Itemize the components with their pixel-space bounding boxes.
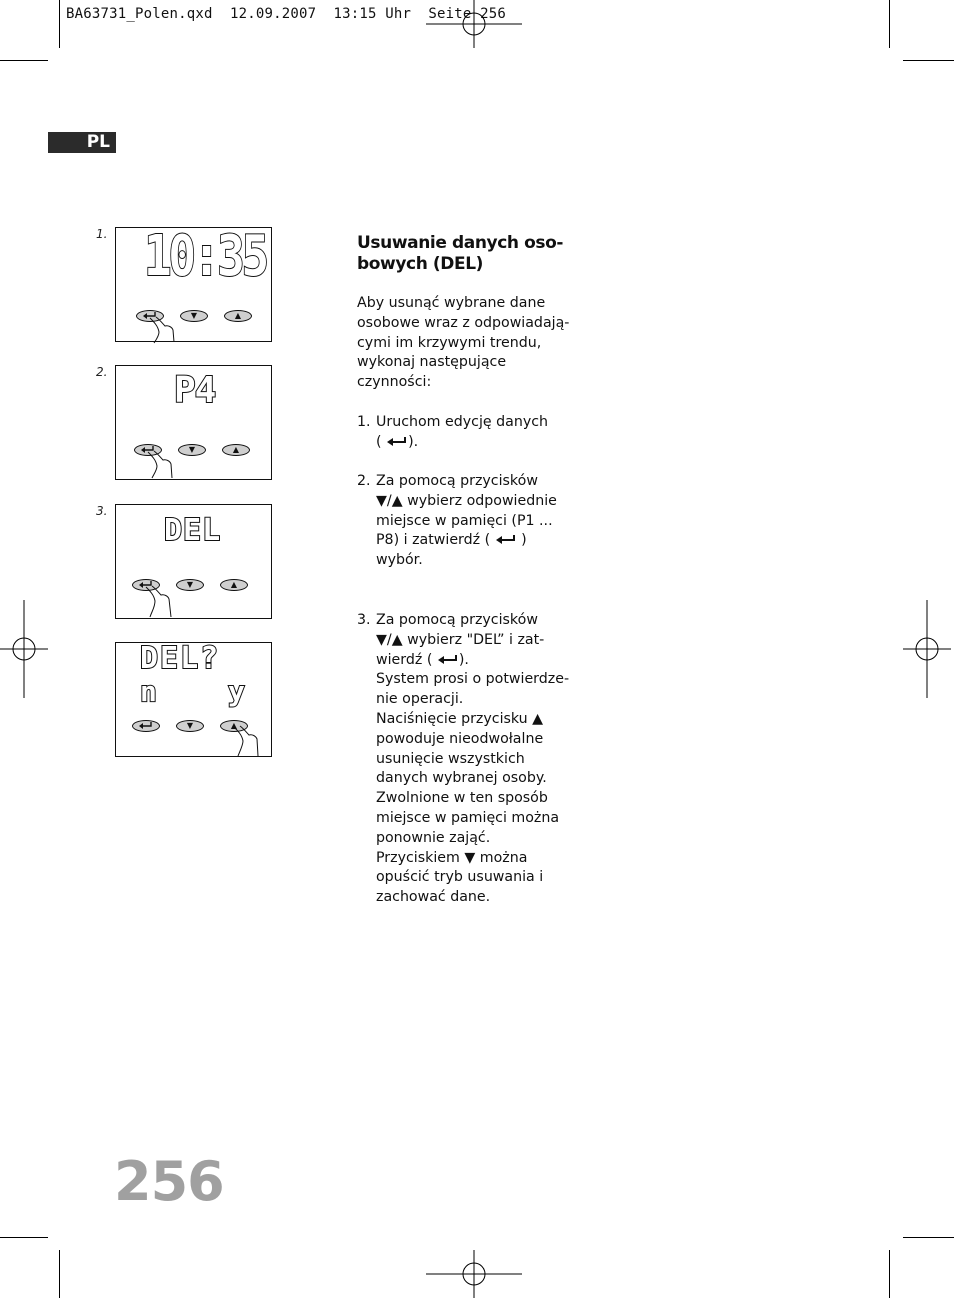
down-button[interactable] <box>176 579 204 591</box>
text-line: ▼/▲ wybierz odpowiednie <box>376 492 557 509</box>
text-line: Za pomocą przycisków <box>376 612 538 628</box>
text-line: miejsce w pamięci można <box>376 809 560 826</box>
text-line: wykonaj następujące <box>357 354 507 371</box>
enter-button[interactable] <box>132 720 160 732</box>
registration-mark-top <box>426 0 524 48</box>
crop-mark <box>889 1250 890 1298</box>
enter-icon <box>495 535 517 545</box>
text-line: Za pomocą przycisków <box>376 473 538 489</box>
down-button[interactable] <box>176 720 204 732</box>
finger-icon <box>144 448 178 480</box>
text-line <box>376 531 581 551</box>
down-arrow-icon: ▼ <box>190 311 198 320</box>
text-line: zachować dane. <box>376 889 491 906</box>
crop-mark <box>59 0 60 48</box>
up-arrow-icon: ▲ <box>234 311 242 320</box>
crop-mark <box>903 60 954 61</box>
step-number: 1. <box>96 227 108 241</box>
step-number: 3. <box>96 504 108 518</box>
down-button[interactable] <box>178 444 206 456</box>
lcd-option-no: n <box>140 675 157 708</box>
text-fragment: wierdź ( <box>376 651 433 668</box>
lcd-time: 10:35 <box>144 224 266 289</box>
language-tab: PL <box>48 132 116 153</box>
registration-mark-right <box>903 600 951 698</box>
heading-line: Usuwanie danych oso- <box>357 233 564 253</box>
text-line: miejsce w pamięci (P1 ... <box>376 512 553 529</box>
text-line: cymi im krzywymi trendu, <box>357 334 542 351</box>
text-line <box>376 651 581 671</box>
finger-icon <box>230 725 264 757</box>
registration-mark-bottom <box>426 1250 524 1298</box>
text-line: danych wybranej osoby. <box>376 770 547 787</box>
text-line: opuścić tryb usuwania i <box>376 869 544 886</box>
item-number: 1. <box>357 414 371 430</box>
text-line: Uruchom edycję danych <box>376 414 549 430</box>
up-button[interactable] <box>220 579 248 591</box>
text-line <box>376 433 581 453</box>
enter-icon <box>386 437 408 447</box>
text-line: nie operacji. <box>376 691 464 708</box>
up-arrow-icon: ▲ <box>230 580 238 589</box>
item-number: 2. <box>357 473 371 489</box>
text-line: czynności: <box>357 374 432 391</box>
text-line: Aby usunąć wybrane dane <box>357 295 546 311</box>
finger-icon <box>146 314 180 344</box>
text-line: osobowe wraz z odpowiadają- <box>357 314 570 331</box>
text-line: Przyciskiem ▼ można <box>376 849 528 866</box>
page-number: 256 <box>114 1150 224 1213</box>
crop-mark <box>889 0 890 48</box>
heading-line: bowych (DEL) <box>357 254 484 274</box>
text-line: wybór. <box>376 552 423 569</box>
enter-icon <box>138 722 154 730</box>
text-line: System prosi o potwierdze- <box>376 671 570 688</box>
text-fragment: ). <box>458 651 469 668</box>
text-line: ponownie zająć. <box>376 829 491 846</box>
item-number: 3. <box>357 612 371 628</box>
up-arrow-icon: ▲ <box>230 721 238 730</box>
section-heading <box>357 233 577 275</box>
up-button[interactable] <box>222 444 250 456</box>
lcd-option-yes: y <box>228 675 245 708</box>
lcd-del-confirm: DEL? <box>140 641 221 676</box>
step-number: 2. <box>96 365 108 379</box>
display-panel-1 <box>115 224 272 342</box>
text-line: ▼/▲ wybierz "DEL” i zat- <box>376 631 545 648</box>
text-line: Zwolnione w ten sposób <box>376 790 548 807</box>
finger-icon <box>142 583 178 619</box>
crop-mark <box>59 1250 60 1298</box>
crop-mark <box>0 60 48 61</box>
text-line: usunięcie wszystkich <box>376 750 525 767</box>
text-fragment: ( <box>376 433 382 450</box>
down-arrow-icon: ▼ <box>188 445 196 454</box>
intro-paragraph <box>357 294 577 393</box>
crop-mark <box>0 1237 48 1238</box>
text-fragment: ) <box>521 532 527 549</box>
file-slug: BA63731_Polen.qxd 12.09.2007 13:15 Uhr Seite 256 <box>66 6 507 22</box>
text-line: Naciśnięcie przycisku ▲ <box>376 710 544 727</box>
down-arrow-icon: ▼ <box>186 721 194 730</box>
display-panel-2 <box>115 365 272 480</box>
crop-mark <box>903 1237 954 1238</box>
lcd-profile: P4 <box>174 370 216 411</box>
text-line: powoduje nieodwołalne <box>376 730 544 747</box>
text-fragment: ). <box>408 433 419 450</box>
up-button[interactable] <box>224 310 252 322</box>
up-arrow-icon: ▲ <box>232 445 240 454</box>
down-button[interactable] <box>180 310 208 322</box>
text-fragment: P8) i zatwierdź ( <box>376 532 491 549</box>
display-panel-4 <box>115 642 272 757</box>
lcd-del: DEL <box>164 513 222 548</box>
display-panel-3 <box>115 504 272 619</box>
registration-mark-left <box>0 600 48 698</box>
down-arrow-icon: ▼ <box>186 580 194 589</box>
enter-icon <box>437 655 459 665</box>
